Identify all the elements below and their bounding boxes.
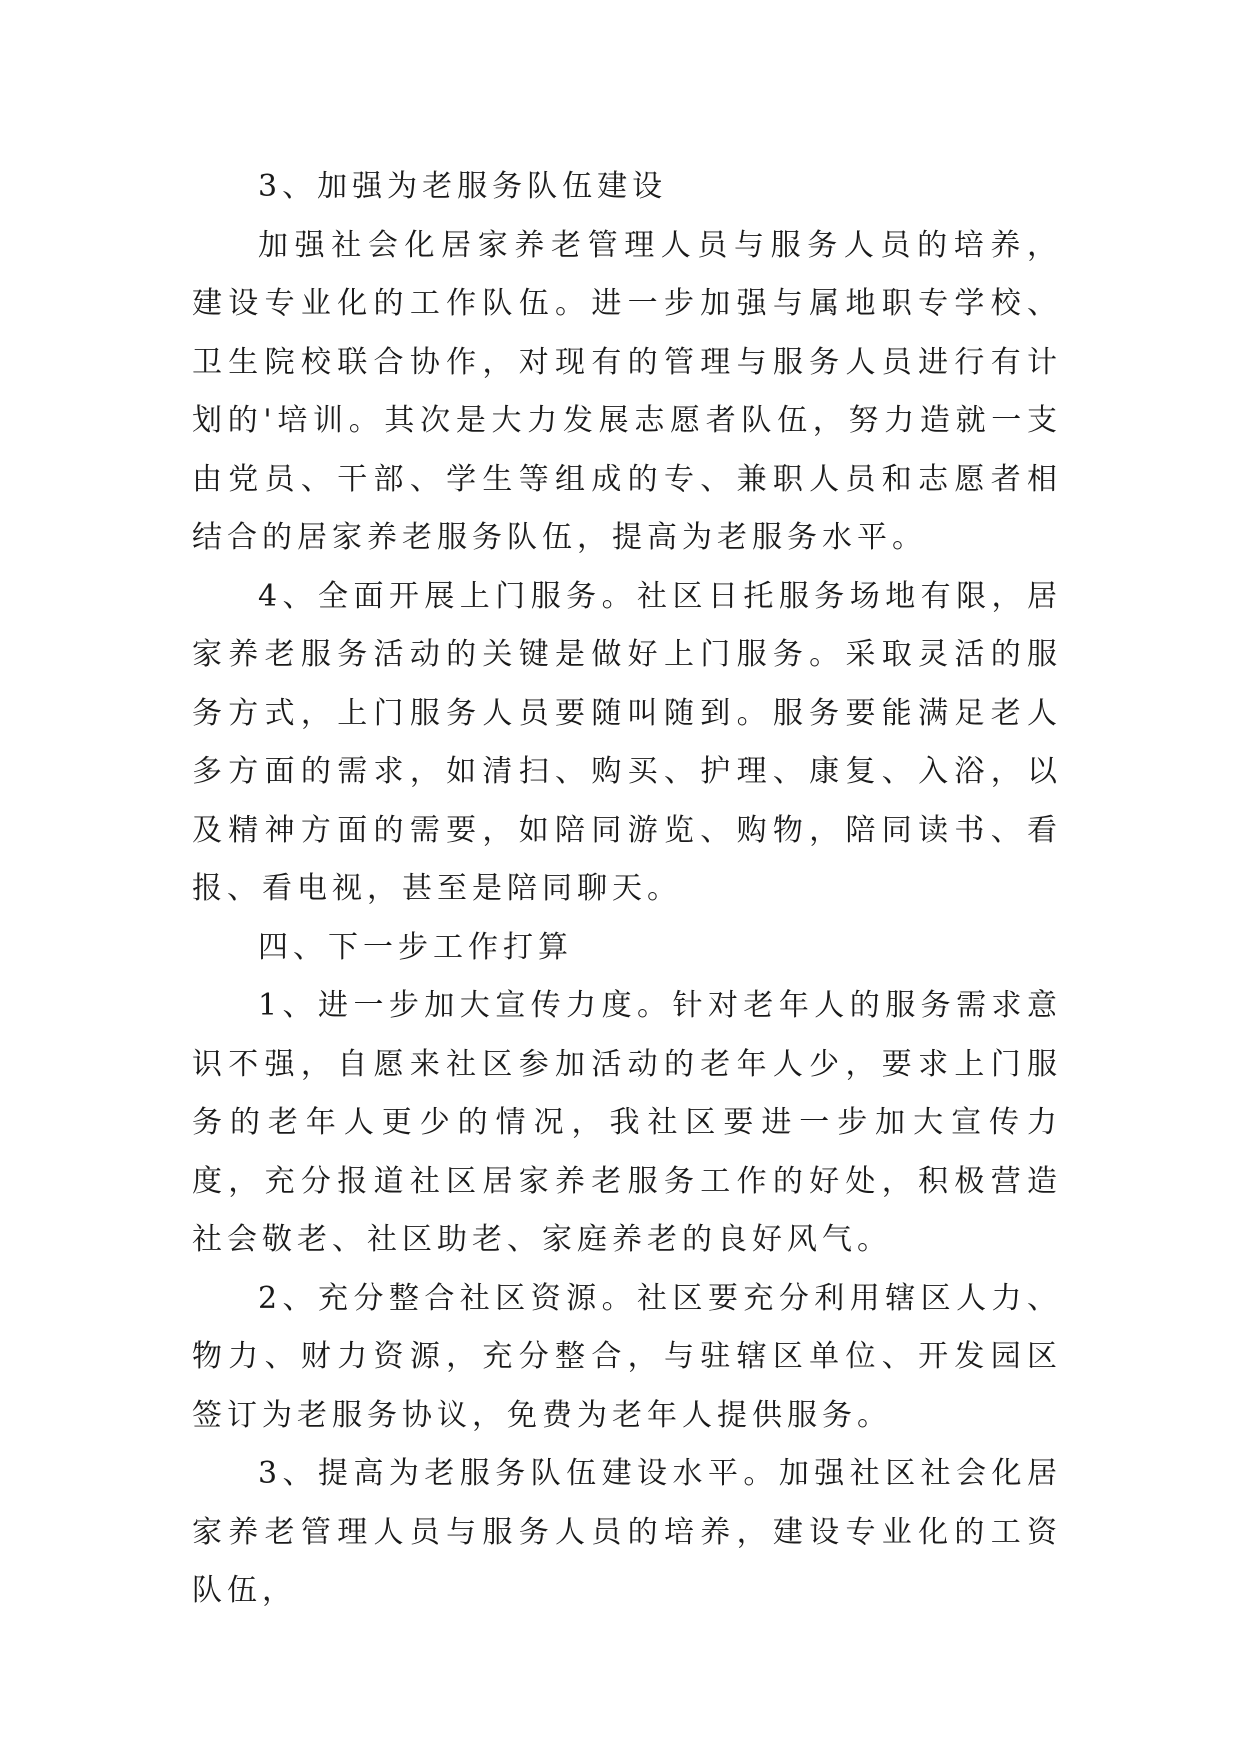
paragraph-publicity: 1、进一步加大宣传力度。针对老年人的服务需求意识不强，自愿来社区参加活动的老年人少，要求上门服务的老年人更少的情况，我社区要进一步加大宣传力度，充分报道社区居家养老服务工作的好处，积极营造社会敬老、社区助老、家庭养老的良好风气。 bbox=[192, 988, 1062, 1257]
paragraph-training: 加强社会化居家养老管理人员与服务人员的培养，建设专业化的工作队伍。进一步加强与属地职专学校、卫生院校联合协作，对现有的管理与服务人员进行有计划的'培训。其次是大力发展志愿者队伍，努力造就一支由党员、干部、学生等组成的专、兼职人员和志愿者相结合的居家养老服务队伍，提高为老服务水平。 bbox=[192, 227, 1062, 555]
document-body bbox=[192, 158, 1062, 1621]
paragraph-team-level: 3、提高为老服务队伍建设水平。加强社区社会化居家养老管理人员与服务人员的培养，建设专业化的工资队伍， bbox=[192, 1456, 1062, 1608]
paragraph-door-service: 4、全面开展上门服务。社区日托服务场地有限，居家养老服务活动的关键是做好上门服务。采取灵活的服务方式，上门服务人员要随叫随到。服务要能满足老人多方面的需求，如清扫、购买、护理、康复、入浴，以及精神方面的需要，如陪同游览、购物，陪同读书、看报、看电视，甚至是陪同聊天。 bbox=[192, 578, 1062, 906]
paragraph-resources: 2、充分整合社区资源。社区要充分利用辖区人力、物力、财力资源，充分整合，与驻辖区单位、开发园区签订为老服务协议，免费为老年人提供服务。 bbox=[192, 1280, 1062, 1433]
heading-service-team: 3、加强为老服务队伍建设 bbox=[258, 169, 668, 204]
heading-next-steps: 四、下一步工作打算 bbox=[258, 929, 573, 965]
